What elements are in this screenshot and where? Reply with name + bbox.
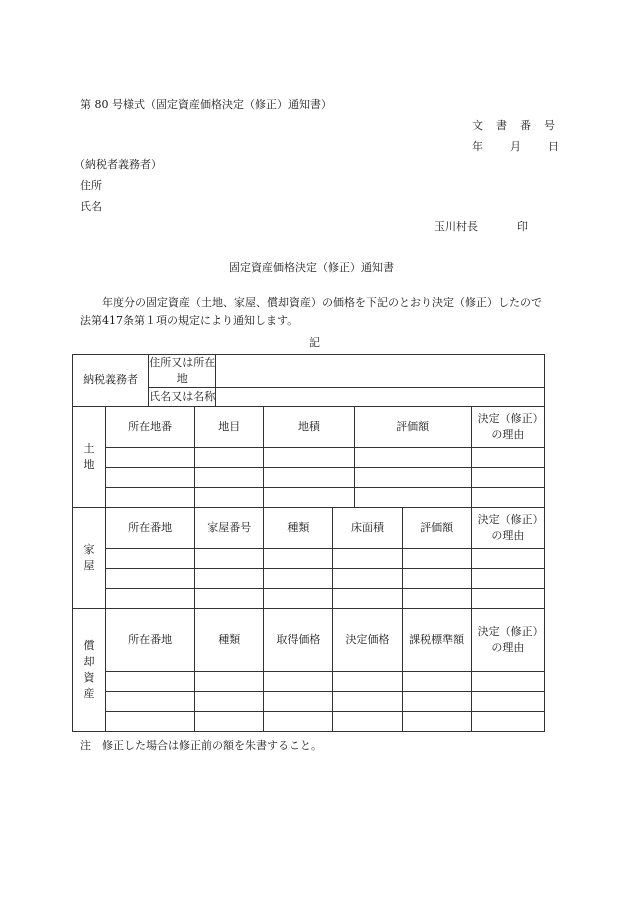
house-header-location: 所在番地 [106, 507, 195, 548]
house-header-floor-area: 床面積 [333, 507, 402, 548]
cell[interactable] [106, 588, 195, 608]
cell[interactable] [471, 711, 544, 731]
house-header-type: 種類 [264, 507, 333, 548]
cell[interactable] [195, 671, 264, 691]
cell[interactable] [402, 671, 471, 691]
cell[interactable] [402, 568, 471, 588]
cell[interactable] [264, 691, 333, 711]
table-row [73, 548, 545, 568]
house-header-assessed-value: 評価額 [402, 507, 471, 548]
cell[interactable] [264, 671, 333, 691]
cell[interactable] [264, 568, 333, 588]
depreciable-header-tax-base: 課税標準額 [402, 608, 471, 671]
cell[interactable] [354, 447, 471, 467]
cell[interactable] [402, 548, 471, 568]
house-header-reason: 決定（修正）の理由 [471, 507, 544, 548]
house-section-label [73, 507, 106, 608]
cell[interactable] [471, 467, 544, 487]
cell[interactable] [195, 691, 264, 711]
cell[interactable] [106, 711, 195, 731]
cell[interactable] [471, 447, 544, 467]
ki-label: 記 [309, 336, 320, 349]
cell[interactable] [471, 548, 544, 568]
name-or-title-value[interactable] [216, 387, 545, 406]
table-row [73, 447, 545, 467]
cell[interactable] [106, 671, 195, 691]
house-label-text: 家屋 [83, 542, 95, 572]
cell[interactable] [195, 588, 264, 608]
depreciable-header-location: 所在番地 [106, 608, 195, 671]
cell[interactable] [333, 588, 402, 608]
cell[interactable] [402, 711, 471, 731]
land-header-location: 所在地番 [106, 406, 195, 447]
depreciable-label-text: 償却資産 [83, 639, 95, 700]
cell[interactable] [106, 568, 195, 588]
taxpayer-label [73, 355, 149, 407]
depreciable-header-reason: 決定（修正）の理由 [471, 608, 544, 671]
depreciable-header-acquisition-price: 取得価格 [264, 608, 333, 671]
cell[interactable] [333, 548, 402, 568]
taxpayer-label-text: 納税義務者 [83, 373, 139, 387]
cell[interactable] [195, 548, 264, 568]
valuation-table [72, 354, 545, 732]
cell[interactable] [195, 568, 264, 588]
cell[interactable] [195, 711, 264, 731]
depreciable-assets-section-label [73, 608, 106, 731]
cell[interactable] [106, 487, 195, 507]
table-row [73, 487, 545, 507]
land-header-assessed-value: 評価額 [354, 406, 471, 447]
seal-mark: 印 [517, 220, 528, 233]
cell[interactable] [333, 671, 402, 691]
table-row [73, 467, 545, 487]
house-header-house-number: 家屋番号 [195, 507, 264, 548]
cell[interactable] [195, 447, 264, 467]
cell[interactable] [195, 487, 264, 507]
cell[interactable] [471, 487, 544, 507]
address-label: 住所 [80, 179, 102, 192]
footnote: 注 修正した場合は修正前の額を朱書すること。 [80, 739, 322, 752]
table-row [73, 711, 545, 731]
issuer: 玉川村長 [434, 220, 478, 233]
cell[interactable] [402, 588, 471, 608]
cell[interactable] [106, 691, 195, 711]
land-section-label [73, 406, 106, 507]
cell[interactable] [471, 588, 544, 608]
body-text: 年度分の固定資産（土地、家屋、償却資産）の価格を下記のとおり決定（修正）したので法第417条第１項の規定により通知します。 [80, 296, 542, 327]
cell[interactable] [354, 487, 471, 507]
recipient-heading: （納税者義務者） [74, 158, 162, 171]
cell[interactable] [471, 671, 544, 691]
name-label: 氏名 [80, 200, 102, 213]
depreciable-header-type: 種類 [195, 608, 264, 671]
cell[interactable] [354, 467, 471, 487]
cell[interactable] [333, 568, 402, 588]
form-number: 第 80 号様式（固定資産価格決定（修正）通知書） [80, 98, 332, 111]
address-or-location-value[interactable] [216, 355, 545, 388]
cell[interactable] [264, 588, 333, 608]
cell[interactable] [106, 548, 195, 568]
depreciable-header-determined-price: 決定価格 [333, 608, 402, 671]
cell[interactable] [264, 548, 333, 568]
cell[interactable] [106, 447, 195, 467]
cell[interactable] [264, 447, 354, 467]
cell[interactable] [471, 568, 544, 588]
cell[interactable] [264, 711, 333, 731]
name-or-title-label: 氏名又は名称 [149, 387, 216, 406]
cell[interactable] [106, 467, 195, 487]
date-label: 年 月 日 [472, 140, 567, 153]
table-row [73, 691, 545, 711]
land-label-text: 土地 [83, 441, 95, 471]
table-row [73, 588, 545, 608]
document-number-label: 文書番号 [472, 119, 568, 132]
body-paragraph [80, 294, 550, 330]
table-row [73, 671, 545, 691]
cell[interactable] [264, 467, 354, 487]
address-or-location-label: 住所又は所在地 [149, 355, 216, 388]
table-row [73, 568, 545, 588]
land-header-area: 地積 [264, 406, 354, 447]
cell[interactable] [264, 487, 354, 507]
land-header-category: 地目 [195, 406, 264, 447]
cell[interactable] [333, 691, 402, 711]
land-header-reason: 決定（修正）の理由 [471, 406, 544, 447]
cell[interactable] [402, 691, 471, 711]
cell[interactable] [333, 711, 402, 731]
document-title: 固定資産価格決定（修正）通知書 [229, 261, 394, 274]
cell[interactable] [471, 691, 544, 711]
cell[interactable] [195, 467, 264, 487]
